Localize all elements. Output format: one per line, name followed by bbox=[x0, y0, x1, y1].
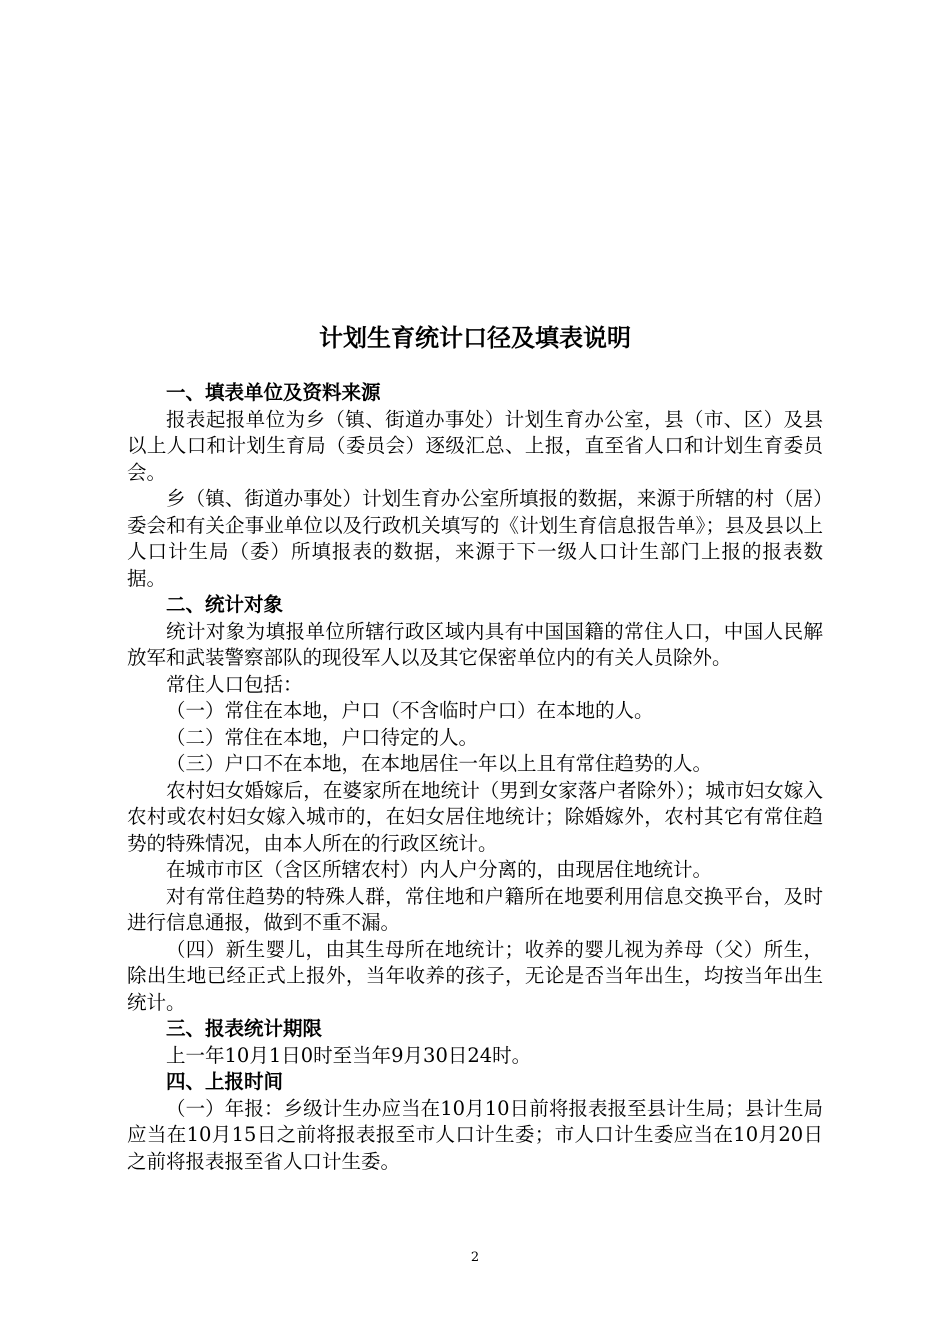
section-heading-2: 二、统计对象 bbox=[166, 593, 284, 616]
section-heading-4: 四、上报时间 bbox=[166, 1070, 284, 1093]
paragraph: 报表起报单位为乡（镇、街道办事处）计划生育办公室，县（市、区）及县以上人口和计划生育局（委员会）逐级汇总、上报，直至省人口和计划生育委员会。 bbox=[127, 407, 823, 484]
paragraph: 在城市市区（含区所辖农村）内人户分离的，由现居住地统计。 bbox=[166, 858, 713, 881]
list-item: （一）常住在本地，户口（不含临时户口）在本地的人。 bbox=[166, 699, 654, 722]
page-number: 2 bbox=[470, 1250, 480, 1265]
paragraph: 上一年10月1日0时至当年9月30日24时。 bbox=[166, 1043, 532, 1067]
document-body bbox=[127, 380, 823, 1175]
paragraph: 乡（镇、街道办事处）计划生育办公室所填报的数据，来源于所辖的村（居）委会和有关企事业单位以及行政机关填写的《计划生育信息报告单》；县及县以上人口计生局（委）所填报表的数据，来源于下一级人口计生部门上报的报表数据。 bbox=[127, 487, 823, 590]
section-heading-3: 三、报表统计期限 bbox=[166, 1017, 323, 1040]
section-heading-1: 一、填表单位及资料来源 bbox=[166, 381, 381, 404]
paragraph: 农村妇女婚嫁后，在婆家所在地统计（男到女家落户者除外）；城市妇女嫁入农村或农村妇女嫁入城市的，在妇女居住地统计；除婚嫁外，农村其它有常住趋势的特殊情况，由本人所在的行政区统计。 bbox=[127, 778, 823, 855]
list-item: （二）常住在本地，户口待定的人。 bbox=[166, 725, 479, 749]
document-title: 计划生育统计口径及填表说明 bbox=[319, 324, 631, 352]
paragraph: 统计对象为填报单位所辖行政区域内具有中国国籍的常住人口，中国人民解放军和武装警察部队的现役军人以及其它保密单位内的有关人员除外。 bbox=[127, 619, 823, 669]
list-item: （三）户口不在本地，在本地居住一年以上且有常住趋势的人。 bbox=[166, 752, 713, 775]
paragraph: （一）年报：乡级计生办应当在10月10日前将报表报至县计生局；县计生局应当在10月15日之前将报表报至市人口计生委；市人口计生委应当在10月20日之前将报表报至省人口计生委。 bbox=[127, 1096, 823, 1173]
paragraph: 常住人口包括： bbox=[166, 672, 303, 696]
list-item: （四）新生婴儿，由其生母所在地统计；收养的婴儿视为养母（父）所生，除出生地已经正式上报外，当年收养的孩子，无论是否当年出生，均按当年出生统计。 bbox=[127, 937, 823, 1014]
paragraph: 对有常住趋势的特殊人群，常住地和户籍所在地要利用信息交换平台，及时进行信息通报，做到不重不漏。 bbox=[127, 884, 823, 934]
